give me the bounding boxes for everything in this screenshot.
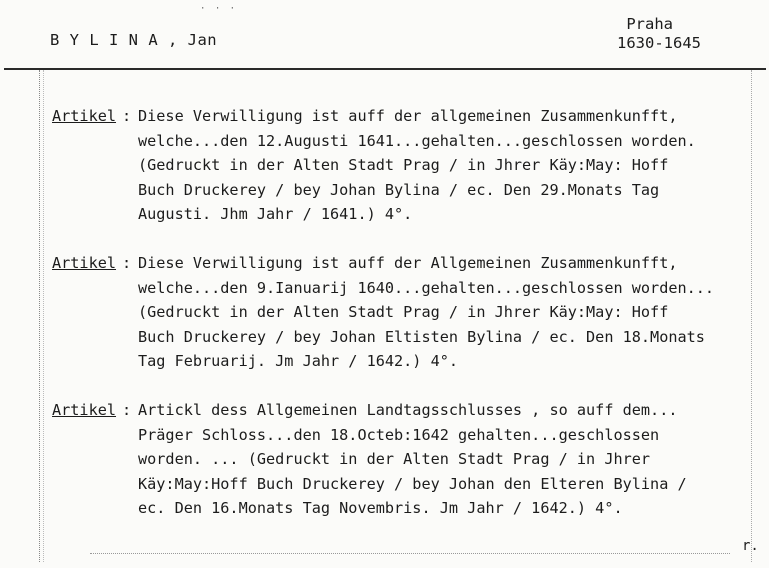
place-of-publication: Praha — [626, 15, 673, 33]
entry-line: Buch Druckerey / bey Johan Bylina / ec. Den 29.Monats Tag — [138, 180, 660, 199]
entry-line: welche...den 9.Ianuarij 1640...gehalten...geschlossen worden... — [138, 278, 715, 297]
bottom-dotted-line — [90, 553, 730, 554]
entry-label: Artikel — [52, 107, 117, 125]
entry-line: ec. Den 16.Monats Tag Novembris. Jm Jahr / 1642.) 4°. — [138, 499, 623, 517]
corner-mark: r. — [742, 538, 759, 554]
entry-line: Buch Druckerey / bey Johan Eltisten Bylina / ec. Den 18.Monats — [138, 327, 705, 346]
entry-line: (Gedruckt in der Alten Stadt Prag / in Jhrer Käy:May: Hoff — [138, 156, 669, 174]
left-margin-rule — [39, 70, 40, 562]
entry-text — [138, 104, 758, 227]
entry-line: Augusti. Jhm Jahr / 1641.) 4°. — [138, 205, 413, 223]
entry-text — [138, 251, 758, 374]
left-margin-rule-inner — [43, 70, 44, 562]
entry-line: Tag Februarij. Jm Jahr / 1642.) 4°. — [138, 352, 459, 370]
date-range: 1630-1645 — [617, 34, 701, 52]
entry-label: Artikel — [52, 254, 117, 272]
entry-line: Artickl dess Allgemeinen Landtagsschlusses , so auff dem... — [138, 401, 678, 419]
entry-line: Diese Verwilligung ist auff der Allgemeinen Zusammenkunfft, — [138, 254, 678, 272]
entry-text — [138, 398, 758, 521]
header-rule — [4, 68, 766, 70]
entry-line: Präger Schloss...den 18.Octeb:1642 gehalten...geschlossen — [138, 425, 660, 444]
entry-line: welche...den 12.Augusti 1641...gehalten...geschlossen worden. — [138, 131, 696, 150]
top-smudge: · · · — [200, 4, 238, 14]
label-colon: : — [122, 107, 132, 125]
label-colon: : — [122, 401, 132, 419]
entry-line: Diese Verwilligung ist auff der allgemeinen Zusammenkunfft, — [138, 107, 678, 125]
entry-line: (Gedruckt in der Alten Stadt Prag / in Jhrer Käy:May: Hoff — [138, 303, 669, 321]
entry-label: Artikel — [52, 401, 117, 419]
entry-line: Käy:May:Hoff Buch Druckerey / bey Johan den Elteren Bylina / — [138, 474, 687, 493]
author-heading: B Y L I N A , Jan — [50, 31, 218, 49]
entry-line: worden. ... (Gedruckt in der Alten Stadt Prag / in Jhrer — [138, 450, 651, 468]
label-colon: : — [122, 254, 132, 272]
